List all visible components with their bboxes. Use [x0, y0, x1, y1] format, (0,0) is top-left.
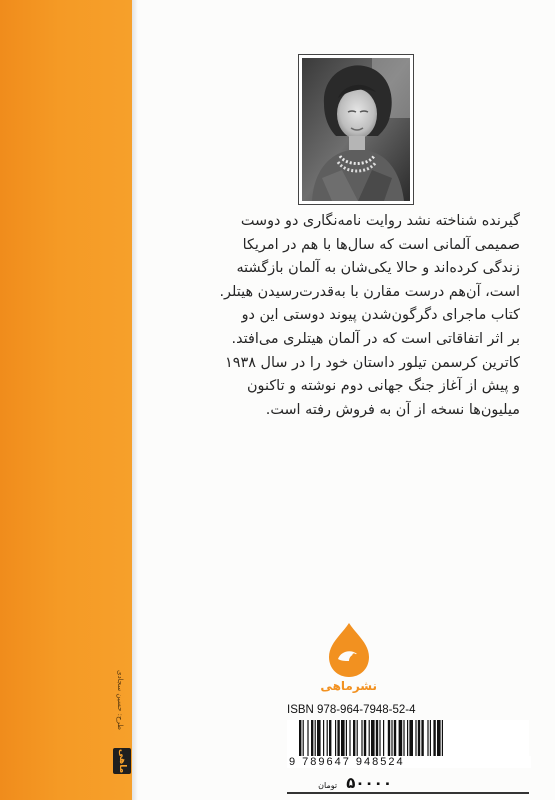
- publisher-logo: [321, 621, 377, 699]
- barcode-digits: 9 789647 948524: [287, 756, 531, 768]
- designer-credit-text: طرح: حسین سجادی: [116, 670, 124, 730]
- publisher-name: نشرماهی: [320, 679, 377, 693]
- price: [318, 773, 392, 792]
- price-unit: تومان: [318, 781, 338, 790]
- price-amount: ۵۰۰۰۰: [346, 774, 392, 792]
- fish-drop-icon: [321, 621, 377, 679]
- description-line: کتاب ماجرای دگرگون‌شدن پیوند دوستی این دو: [241, 307, 520, 324]
- price-underline: [287, 792, 529, 794]
- author-portrait-image: [302, 58, 410, 201]
- description-line: بر اثر اتفاقاتی است که در آلمان هیتلری می‌افتد.: [231, 330, 520, 347]
- author-photo: [298, 54, 414, 205]
- description-line: کاترین کرسمن تیلور داستان خود را در سال ۱۹۳۸: [225, 354, 520, 371]
- description-line: میلیون‌ها نسخه از آن به فروش رفته است.: [265, 401, 520, 418]
- description-line: صمیمی آلمانی است که سال‌ها با هم در امریکا: [242, 236, 520, 253]
- isbn-number: ISBN 978-964-7948-52-4: [287, 704, 416, 716]
- description-line: زندگی کرده‌اند و حالا یکی‌شان به آلمان بازگشته: [236, 260, 520, 277]
- barcode-bars: [287, 720, 529, 756]
- description-line: است، آن‌هم درست مقارن با به‌قدرت‌رسیدن هیتلر.: [219, 283, 520, 300]
- designer-credit: [112, 658, 128, 742]
- description-line: و پیش از آغاز جنگ جهانی دوم نوشته و تاکنون: [246, 378, 520, 395]
- spine-shadow: [132, 0, 138, 800]
- description-line: گیرنده شناخته نشد روایت نامه‌نگاری دو دوست: [240, 213, 520, 229]
- spine-publisher-mark: [113, 748, 131, 774]
- spine-publisher-text: ماهی: [117, 748, 127, 774]
- book-description: [208, 210, 520, 422]
